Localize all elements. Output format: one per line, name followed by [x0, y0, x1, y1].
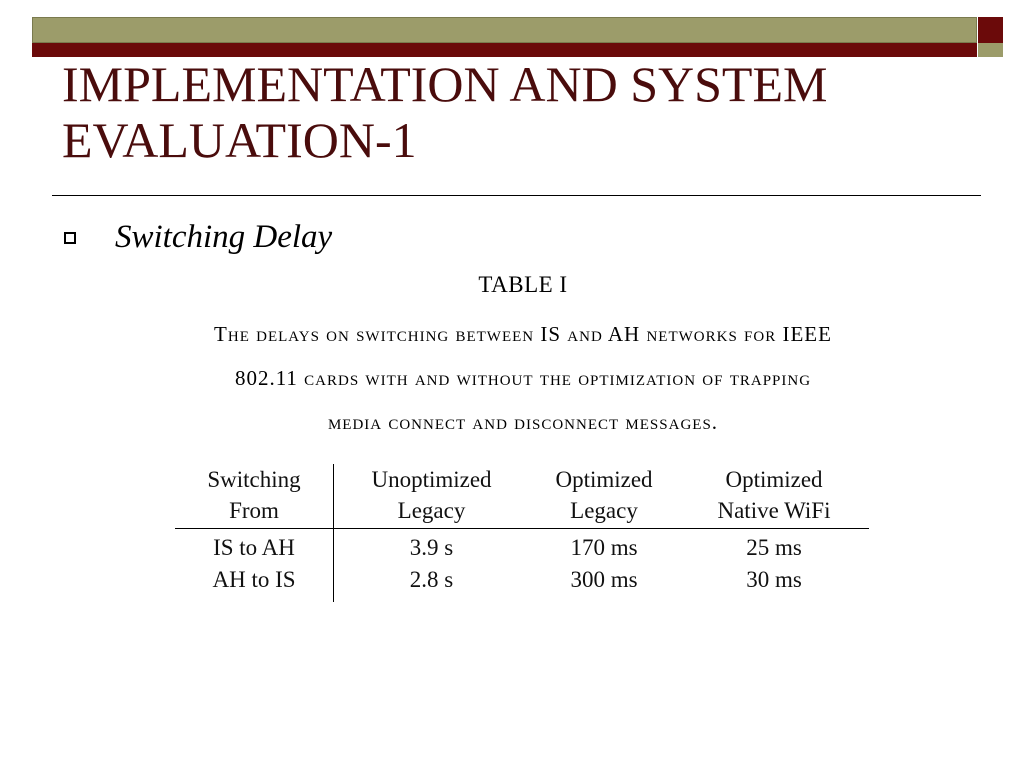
table-caption-line2: 802.11 cards with and without the optimization of trapping	[234, 366, 812, 390]
header-optimized-legacy	[529, 464, 679, 529]
table-caption	[72, 312, 974, 444]
slide-title-line1: IMPLEMENTATION AND SYSTEM	[62, 56, 828, 112]
title-divider	[52, 195, 981, 196]
table-row	[175, 529, 869, 565]
table-header-row	[175, 464, 869, 529]
slide-title	[62, 56, 992, 168]
header-switching-from	[175, 464, 334, 529]
corner-square-olive	[978, 43, 1003, 57]
table-cell: AH to IS	[175, 564, 334, 602]
header-bar-olive	[32, 17, 977, 43]
header-text: Legacy	[397, 498, 466, 523]
table-caption-line1: The delays on switching between IS and AH networks for IEEE	[214, 322, 832, 346]
table-cell: 3.9 s	[409, 535, 454, 560]
header-text: Native WiFi	[717, 498, 831, 523]
table-cell: 2.8 s	[409, 567, 454, 592]
slide-title-line2: EVALUATION-1	[62, 112, 417, 168]
table-caption-line3: media connect and disconnect messages.	[327, 410, 719, 434]
table-row	[175, 564, 869, 602]
header-text: From	[229, 498, 279, 523]
table-cell: 170 ms	[570, 535, 638, 560]
square-bullet-icon	[64, 232, 76, 244]
corner-square-maroon	[978, 17, 1003, 43]
table-cell: IS to AH	[175, 529, 334, 565]
header-unoptimized-legacy	[334, 464, 530, 529]
header-text: Unoptimized	[371, 467, 492, 492]
switching-delay-table	[175, 464, 869, 602]
table-cell: 30 ms	[746, 567, 802, 592]
header-text: Legacy	[570, 498, 638, 523]
header-text: Switching	[207, 467, 301, 492]
table-cell: 25 ms	[746, 535, 802, 560]
header-optimized-native-wifi	[679, 464, 869, 529]
bullet-text: Switching Delay	[115, 219, 333, 255]
header-text: Optimized	[725, 467, 823, 492]
header-text: Optimized	[555, 467, 653, 492]
table-label: TABLE I	[478, 272, 568, 297]
header-bar-maroon	[32, 43, 977, 57]
table-cell: 300 ms	[570, 567, 638, 592]
